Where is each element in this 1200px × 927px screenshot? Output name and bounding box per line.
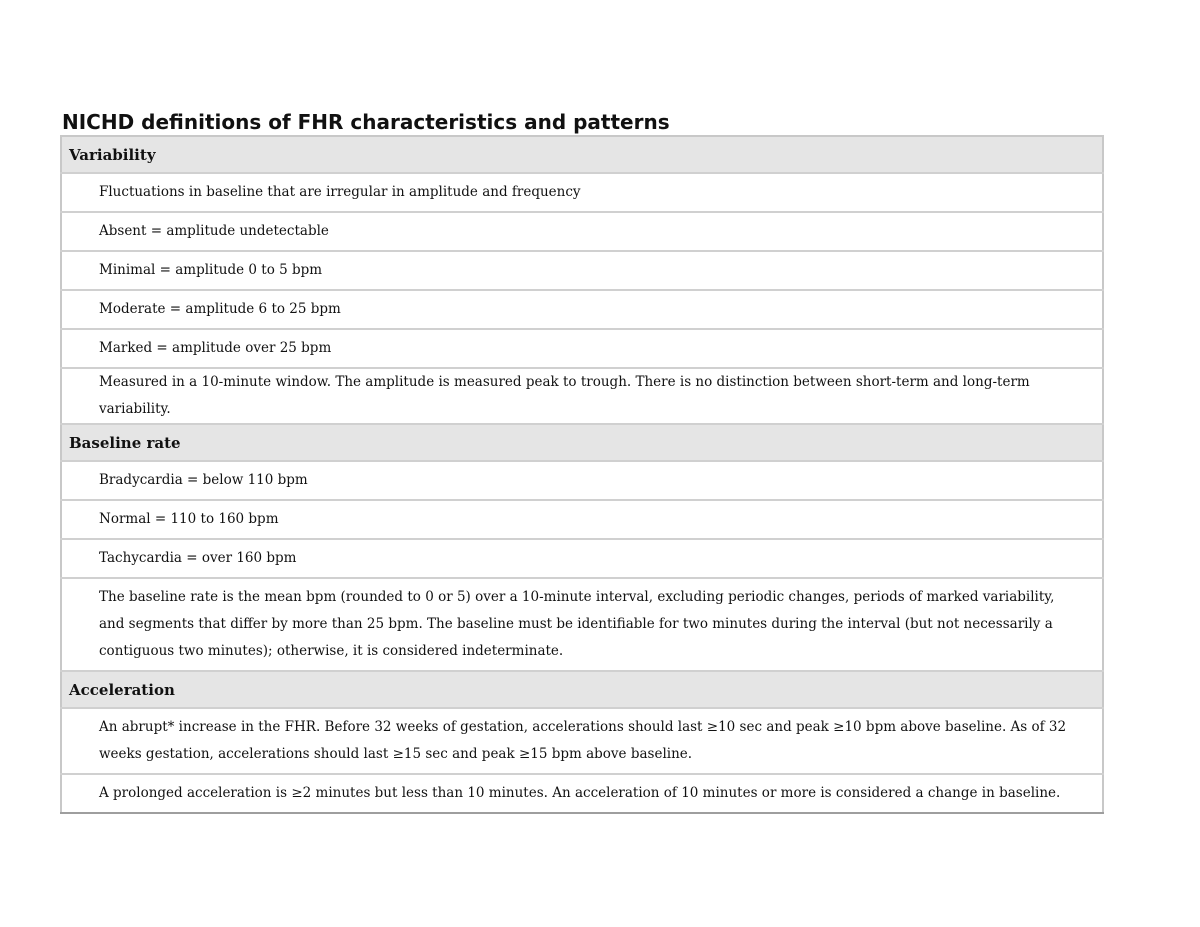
row-text: Moderate = amplitude 6 to 25 bpm [61, 290, 1103, 329]
row-text: An abrupt* increase in the FHR. Before 32 weeks of gestation, accelerations should last ≥10 sec and peak ≥10 bpm above baseline. As of 32 weeks gestation, accelerations should last ≥15 sec and peak ≥15 bpm above baseline. [61, 708, 1103, 774]
table-row [61, 368, 1103, 424]
table-row [61, 500, 1103, 539]
row-text: Minimal = amplitude 0 to 5 bpm [61, 251, 1103, 290]
section-header-acceleration [61, 671, 1103, 708]
page-title: NICHD definitions of FHR characteristics and patterns [62, 110, 670, 134]
row-text: Measured in a 10-minute window. The amplitude is measured peak to trough. There is no distinction between short-term and long-term variability. [61, 368, 1103, 424]
table-row [61, 251, 1103, 290]
row-text: Bradycardia = below 110 bpm [61, 461, 1103, 500]
row-text: Absent = amplitude undetectable [61, 212, 1103, 251]
row-text: A prolonged acceleration is ≥2 minutes but less than 10 minutes. An acceleration of 10 minutes or more is considered a change in baseline. [61, 774, 1103, 813]
row-text: Normal = 110 to 160 bpm [61, 500, 1103, 539]
table-row [61, 329, 1103, 368]
section-header-variability [61, 136, 1103, 173]
row-text: Fluctuations in baseline that are irregular in amplitude and frequency [61, 173, 1103, 212]
table-row [61, 461, 1103, 500]
row-text: The baseline rate is the mean bpm (rounded to 0 or 5) over a 10-minute interval, excluding periodic changes, periods of marked variability, and segments that differ by more than 25 bpm. The baseline must be identifiable for two minutes during the interval (but not necessarily a contiguous two minutes); otherwise, it is considered indeterminate. [61, 578, 1103, 671]
table-row [61, 708, 1103, 774]
table-row [61, 539, 1103, 578]
table-row [61, 578, 1103, 671]
table-row [61, 774, 1103, 813]
fhr-definitions-table [60, 135, 1104, 814]
table-row [61, 173, 1103, 212]
row-text: Tachycardia = over 160 bpm [61, 539, 1103, 578]
section-heading: Baseline rate [61, 424, 1103, 461]
section-heading: Acceleration [61, 671, 1103, 708]
table-row [61, 290, 1103, 329]
section-header-baseline-rate [61, 424, 1103, 461]
section-heading: Variability [61, 136, 1103, 173]
row-text: Marked = amplitude over 25 bpm [61, 329, 1103, 368]
table-row [61, 212, 1103, 251]
